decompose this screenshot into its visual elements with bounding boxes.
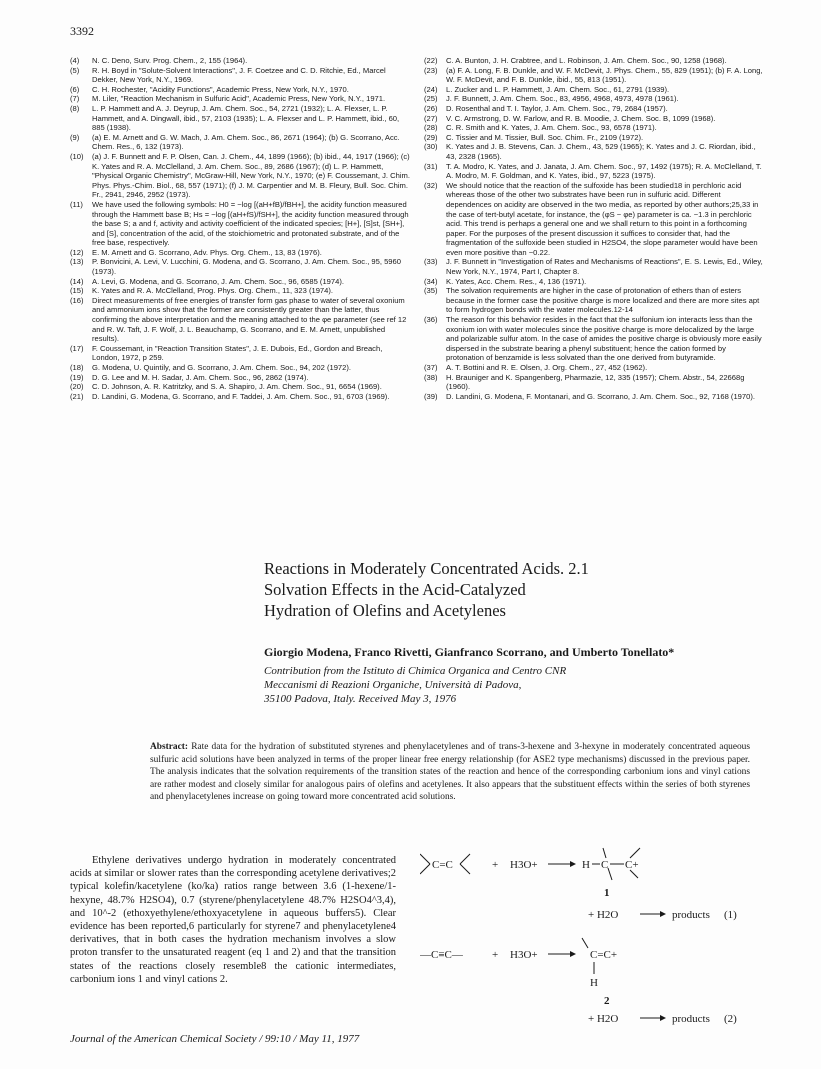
- affiliation-line: 35100 Padova, Italy. Received May 3, 1976: [264, 693, 457, 705]
- reference-text: K. Yates and J. B. Stevens, Can. J. Chem., 43, 529 (1965); K. Yates and J. C. Riordan, ibid., 43, 2328 (1965).: [446, 142, 756, 161]
- reference-item: [70, 363, 410, 373]
- reaction-scheme: [420, 846, 800, 1026]
- reference-number: (37): [424, 363, 438, 372]
- r1-product-c2: C+: [625, 859, 639, 871]
- r2-label: 2: [604, 995, 610, 1007]
- reference-number: (29): [424, 132, 438, 142]
- title-line: Hydration of Olefins and Acetylenes: [264, 601, 506, 620]
- reference-item: [424, 142, 764, 161]
- reference-item: [70, 257, 410, 276]
- reference-number: (7): [70, 94, 80, 104]
- page-number: 3392: [70, 24, 94, 38]
- abstract: [150, 741, 750, 804]
- reference-item: [424, 66, 764, 85]
- reference-item: [70, 344, 410, 363]
- reference-text: D. G. Lee and M. H. Sadar, J. Am. Chem. Soc., 96, 2862 (1974).: [92, 372, 309, 382]
- reference-item: [424, 123, 764, 133]
- reference-item: [70, 277, 410, 287]
- r2-products: products: [672, 1013, 710, 1025]
- reference-number: (26): [424, 103, 438, 113]
- r2-product: C=C+: [590, 949, 618, 961]
- article-title: [264, 558, 589, 621]
- reference-text: J. F. Bunnett, J. Am. Chem. Soc., 83, 4956, 4968, 4973, 4978 (1961).: [446, 94, 679, 104]
- reference-text: H. Brauniger and K. Spangenberg, Pharmazie, 12, 335 (1957); Chem. Abstr., 54, 22668g (1960).: [446, 372, 745, 392]
- title-line: Solvation Effects in the Acid-Catalyzed: [264, 580, 526, 599]
- reference-number: (13): [70, 257, 84, 267]
- reference-number: (31): [424, 161, 438, 171]
- reference-text: C. R. Smith and K. Yates, J. Am. Chem. Soc., 93, 6578 (1971).: [446, 123, 657, 133]
- reference-number: (4): [70, 56, 80, 65]
- reference-text: K. Yates and R. A. McClelland, Prog. Phys. Org. Chem., 11, 323 (1974).: [92, 286, 334, 296]
- reference-text: D. Rosenthal and T. I. Taylor, J. Am. Chem. Soc., 79, 2684 (1957).: [446, 103, 668, 113]
- reference-number: (11): [70, 199, 83, 209]
- abstract-text: Rate data for the hydration of substituted styrenes and phenylacetylenes and of trans-3-hexene and 3-hexyne in moderately concentrated aqueous sulfuric acid solutions have been analyzed in terms of the proper linear free energy relationship (for ASE2 type mechanisms) discussed in the previous paper. The analysis indicates that the solvation requirements of the transition states of the reaction and hence of the corresponding carbonium ions and vinyl cations are rather modest and closely similar for analogous pairs of olefins and acetylenes. It also appears that the substituent effects within the series of both styrenes and phenylacetylenes increase on going toward more concentrated acid solutions.: [150, 742, 751, 803]
- reference-item: [424, 133, 764, 143]
- reference-text: (a) F. A. Long, F. B. Dunkle, and W. F. McDevit, J. Phys. Chem., 55, 829 (1951); (b) F. A. Long, W. F. McDevit, and F. B. Dunkle, ibid., 55, 813 (1951).: [446, 65, 763, 85]
- references-right-column: [424, 56, 764, 401]
- reference-text: C. A. Bunton, J. H. Crabtree, and L. Robinson, J. Am. Chem. Soc., 90, 1258 (1968).: [446, 56, 727, 65]
- reference-item: [70, 373, 410, 383]
- r1-reagent: H3O+: [510, 859, 538, 871]
- reference-text: G. Modena, U. Quintily, and G. Scorrano, J. Am. Chem. Soc., 94, 202 (1972).: [92, 363, 352, 372]
- reference-text: T. A. Modro, K. Yates, and J. Janata, J. Am. Chem. Soc., 97, 1492 (1975); R. A. McClelland, T. A. Modro, M. F. Goldman, and K. Yates, ibid., 97, 5223 (1975).: [446, 161, 762, 181]
- affiliation: [264, 664, 566, 706]
- r1-plus: +: [492, 859, 499, 871]
- reference-number: (35): [424, 286, 438, 296]
- reference-number: (23): [424, 65, 438, 75]
- reference-text: (a) J. F. Bunnett and F. P. Olsen, Can. J. Chem., 44, 1899 (1966); (b) ibid., 44, 1917 (1966); (c) K. Yates and R. A. McClelland, J. Am. Chem. Soc., 89, 2686 (1967); (d) L. P. Hammett, "Physical Organic Chemistry", McGraw-Hill, New York, N.Y., 1970; (e) F. Coussemant, J. Chim. Phys. Phys.-Chim. Biol., 68, 557 (1971); (f) J. M. Carpentier and M. B. Fleury, Bull. Soc. Chim. Fr., 2941, 2946, 2952 (1973).: [92, 151, 410, 200]
- reference-number: (22): [424, 56, 438, 65]
- body-paragraph: Ethylene derivatives undergo hydration in moderately concentrated acids at similar or slower rates than the corresponding acetylene derivatives;2 typical kolefin/kacetylene (ko/ka) ratios range between 3.6 (1-hexene/1-hexyne, 48.7% H2SO4), 0.7 (styrene/phenylacetylene 48.7% H2SO4^3,4), and 10^-2 (ethoxyethylene/ethoxyacetylene in aqueous buffers5). Clear evidence has been reported,6 particularly for styrene7 and phenylacetylene4 derivatives, that in both cases the hydration mechanism involves a slow proton transfer to the unsaturated reagent (eq 1 and 2) and that the transition states of the reactions closely resemble8 the cationic intermediates, carbonium ions 1 and vinyl cations 2.: [70, 855, 396, 985]
- r1-product-h: H: [582, 859, 590, 871]
- reference-number: (5): [70, 65, 80, 75]
- reference-item: [424, 373, 764, 392]
- reference-item: [70, 133, 410, 152]
- reference-text: Direct measurements of free energies of transfer form gas phase to water of several oxonium and ammonium ions show that the former are consistently greater than the latter, thus confirming the above interpretation and the meaning attached to the φe parameter (see ref 12 and R. W. Taft, J. F. Wolf, J. L. Beauchamp, G. Scorrano, and E. M. Arnett, unpublished results).: [92, 295, 407, 344]
- reference-item: [424, 114, 764, 124]
- authors: Giorgio Modena, Franco Rivetti, Gianfranco Scorrano, and Umberto Tonellato*: [264, 645, 675, 659]
- r2-step2: + H2O: [588, 1013, 619, 1025]
- reference-text: L. Zucker and L. P. Hammett, J. Am. Chem. Soc., 61, 2791 (1939).: [446, 84, 670, 94]
- reference-item: [424, 181, 764, 258]
- reference-item: [424, 162, 764, 181]
- r2-reactant: —C≡C—: [420, 949, 463, 961]
- reference-text: D. Landini, G. Modena, F. Montanari, and G. Scorrano, J. Am. Chem. Soc., 92, 7168 (1970).: [446, 391, 755, 401]
- reference-item: [424, 277, 764, 287]
- reference-text: L. P. Hammett and A. J. Deyrup, J. Am. Chem. Soc., 54, 2721 (1932); L. A. Flexser, L. P. Hammett, and A. Dingwall, ibid., 57, 2103 (1935); L. A. Flexser and L. P. Hammett, ibid., 60, 885 (1938).: [92, 103, 400, 133]
- reference-text: N. C. Deno, Surv. Prog. Chem., 2, 155 (1964).: [92, 56, 248, 65]
- reference-number: (14): [70, 276, 84, 286]
- reference-item: [70, 85, 410, 95]
- reference-number: (28): [424, 123, 438, 133]
- affiliation-line: Meccanismi di Reazioni Organiche, Università di Padova,: [264, 679, 522, 691]
- r1-step2: + H2O: [588, 909, 619, 921]
- reference-text: M. Liler, "Reaction Mechanism in Sulfuric Acid", Academic Press, New York, N.Y., 1971.: [92, 94, 386, 104]
- reference-text: A. Levi, G. Modena, and G. Scorrano, J. Am. Chem. Soc., 96, 6585 (1974).: [92, 276, 344, 286]
- reference-number: (32): [424, 180, 438, 190]
- reference-item: [70, 66, 410, 85]
- reference-number: (8): [70, 103, 80, 113]
- reference-text: C. Tissier and M. Tissier, Bull. Soc. Chim. Fr., 2109 (1972).: [446, 132, 644, 142]
- reference-number: (33): [424, 257, 438, 267]
- reference-number: (25): [424, 94, 438, 104]
- reference-number: (16): [70, 295, 84, 305]
- reference-item: [424, 363, 764, 373]
- reference-number: (27): [424, 113, 438, 123]
- reference-item: [424, 94, 764, 104]
- affiliation-line: Contribution from the Istituto di Chimica Organica and Centro CNR: [264, 665, 567, 677]
- reference-item: [424, 85, 764, 95]
- references-left-column: [70, 56, 410, 401]
- r1-reactant: C=C: [432, 859, 453, 871]
- reference-number: (15): [70, 286, 84, 296]
- reference-item: [70, 56, 410, 66]
- reference-item: [70, 286, 410, 296]
- reference-number: (21): [70, 391, 84, 401]
- reference-number: (10): [70, 151, 84, 161]
- reference-text: V. C. Armstrong, D. W. Farlow, and R. B. Moodie, J. Chem. Soc. B, 1099 (1968).: [446, 113, 716, 123]
- r2-eq: (2): [724, 1013, 737, 1025]
- r1-products: products: [672, 909, 710, 921]
- reference-number: (24): [424, 84, 438, 94]
- title-line: Reactions in Moderately Concentrated Acids. 2.1: [264, 559, 589, 578]
- reference-text: P. Bonvicini, A. Levi, V. Lucchini, G. Modena, and G. Scorrano, J. Am. Chem. Soc., 95, 5960 (1973).: [92, 257, 401, 277]
- reference-item: [70, 104, 410, 133]
- reference-number: (17): [70, 343, 84, 353]
- r2-product-h: H: [590, 977, 598, 989]
- reference-item: [70, 200, 410, 248]
- reference-text: The reason for this behavior resides in the fact that the sulfonium ion interacts less than the oxonium ion with water molecules since the positive charge is more delocalized by the large and polarizable sulfur atom. In the case of amides the positive charge is obviously more easily dispersed in the substrate bearing a phenyl substituent; hence the cation formed by protonation of benzamide is less solvated than the one derived from butyramide.: [446, 315, 762, 363]
- reference-text: J. F. Bunnett in "Investigation of Rates and Mechanisms of Reactions", E. S. Lewis, Ed., Wiley, New York, N.Y., 1974, Part I, Chapter 8.: [446, 257, 763, 277]
- reference-item: [424, 286, 764, 315]
- reference-number: (20): [70, 382, 84, 392]
- reference-text: A. T. Bottini and R. E. Olsen, J. Org. Chem., 27, 452 (1962).: [446, 363, 648, 372]
- reference-number: (9): [70, 132, 80, 142]
- reference-text: F. Coussemant, in "Reaction Transition States", J. E. Dubois, Ed., Gordon and Breach, London, 1972, p 259.: [92, 343, 383, 363]
- reference-number: (30): [424, 142, 438, 152]
- reference-item: [424, 104, 764, 114]
- reference-text: C. D. Johnson, A. R. Katritzky, and S. A. Shapiro, J. Am. Chem. Soc., 91, 6654 (1969).: [92, 382, 382, 392]
- reference-item: [70, 392, 410, 402]
- reference-number: (12): [70, 247, 84, 257]
- reference-number: (18): [70, 363, 84, 372]
- r1-product-c1: C: [601, 859, 609, 871]
- reference-text: The solvation requirements are higher in the case of protonation of ethers than of esters because in the former case the positive charge is more localized and there are more sites apt to form hydrogen bonds with the water molecules.12-14: [446, 286, 760, 315]
- reference-number: (39): [424, 391, 438, 401]
- r2-plus: +: [492, 949, 499, 961]
- reference-text: (a) E. M. Arnett and G. W. Mach, J. Am. Chem. Soc., 86, 2671 (1964); (b) G. Scorrano, Acc. Chem. Res., 6, 132 (1973).: [92, 132, 400, 152]
- reference-text: We should notice that the reaction of the sulfoxide has been studied18 in perchloric acid whereas those of the other two substrates have been run in sulfuric acid. Different dependences on acidity are observed in the two media, as reported by other authors;25,33 in the case of tert-butyl acetate, for instance, the (φS − φe) parameter is ca. −1.3 in perchloric acid. This trend is perhaps a general one and we shall return to this point in a forthcoming paper. For the purposes of the present discussion it suffices to consider that, had the fragmentation of the sulfoxide been studied in H2SO4, the slope parameter would have been even more positive than −0.22.: [446, 180, 759, 257]
- reference-item: [424, 315, 764, 363]
- reference-number: (36): [424, 315, 438, 325]
- reference-item: [70, 152, 410, 200]
- r1-label: 1: [604, 887, 610, 899]
- r2-reagent: H3O+: [510, 949, 538, 961]
- journal-footer: Journal of the American Chemical Society / 99:10 / May 11, 1977: [70, 1033, 360, 1045]
- reference-item: [424, 257, 764, 276]
- reference-text: We have used the following symbols: H0 = −log [(aH+fB)/fBH+], the acidity function measured through the Hammett base B; Hs = −log [(aH+fS)/fSH+], the acidity function measured through the base S; a and f, activity and activity coefficient of the indicated species; [H+], [S]st, [SH+], and [S], concentration of the acid, of the stoichiometric and protonated substrate, and of the free base, respectively.: [92, 199, 409, 248]
- reference-number: (34): [424, 276, 438, 286]
- reference-item: [70, 382, 410, 392]
- reference-number: (6): [70, 84, 80, 94]
- reference-item: [70, 248, 410, 258]
- reference-text: R. H. Boyd in "Solute-Solvent Interactions", J. F. Coetzee and C. D. Ritchie, Ed., Marcel Dekker, New York, N.Y., 1969.: [92, 65, 386, 85]
- r1-eq: (1): [724, 909, 737, 921]
- reference-text: D. Landini, G. Modena, G. Scorrano, and F. Taddei, J. Am. Chem. Soc., 91, 6703 (1969).: [92, 391, 390, 401]
- reference-item: [70, 94, 410, 104]
- reference-item: [424, 392, 764, 402]
- reference-number: (19): [70, 372, 84, 382]
- reference-number: (38): [424, 372, 438, 382]
- reference-text: E. M. Arnett and G. Scorrano, Adv. Phys. Org. Chem., 13, 83 (1976).: [92, 247, 322, 257]
- reference-text: C. H. Rochester, "Acidity Functions", Academic Press, New York, N.Y., 1970.: [92, 84, 349, 94]
- reference-item: [424, 56, 764, 66]
- abstract-label: Abstract:: [150, 742, 189, 752]
- reference-item: [70, 296, 410, 344]
- reference-text: K. Yates, Acc. Chem. Res., 4, 136 (1971).: [446, 276, 587, 286]
